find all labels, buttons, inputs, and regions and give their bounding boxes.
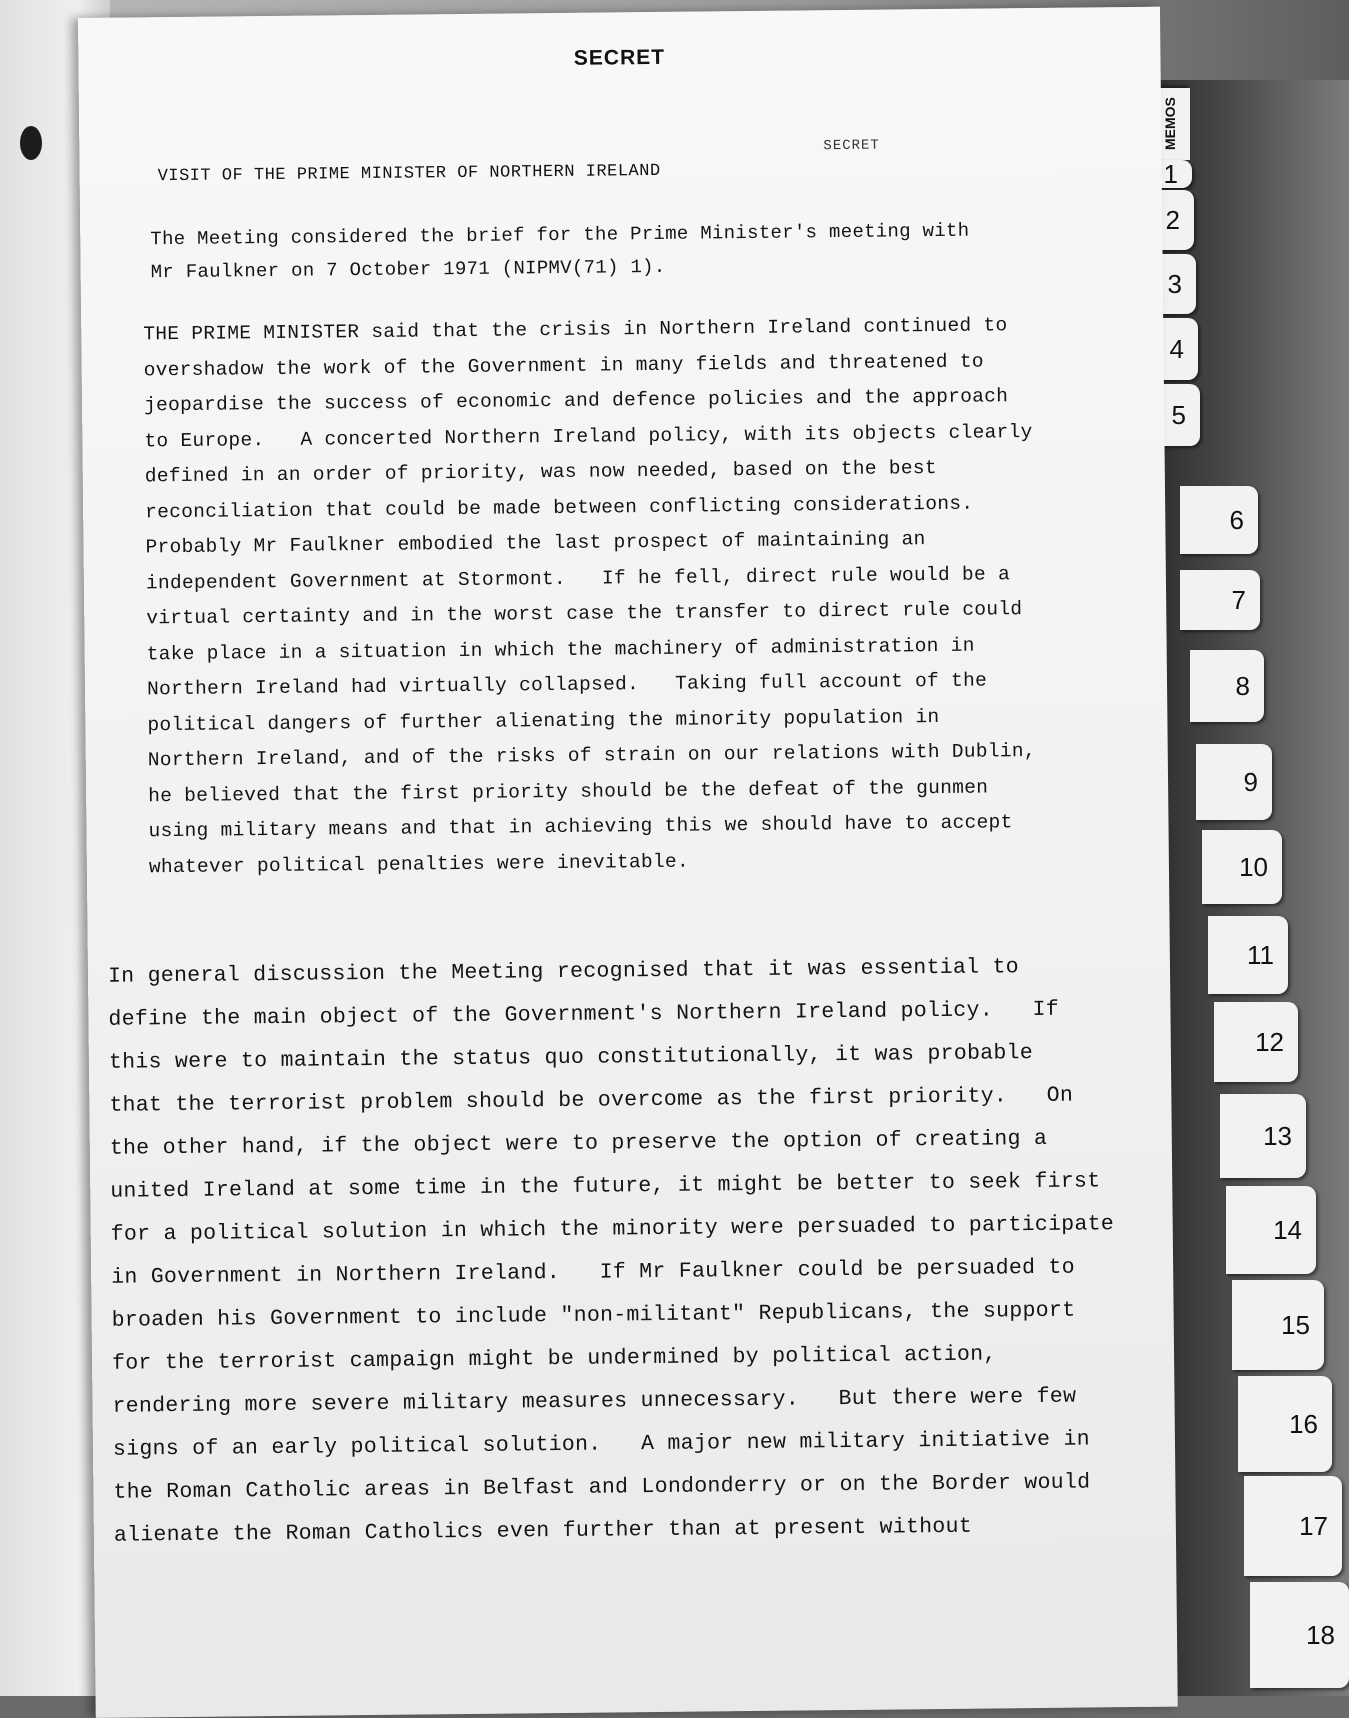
tab-2[interactable]: 2 [1150, 190, 1194, 250]
text-line: In general discussion the Meeting recognised that it was essential to [107, 955, 1020, 989]
tab-6[interactable]: 6 [1180, 486, 1258, 554]
text-line: overshadow the work of the Government in many fields and threatened to [143, 350, 984, 381]
text-line: Probably Mr Faulkner embodied the last prospect of maintaining an [145, 528, 926, 559]
tab-memos[interactable]: MEMOS [1150, 88, 1190, 160]
text-line: this were to maintain the status quo constitutionally, it was probable [108, 1041, 1034, 1075]
text-line: in Government in Northern Ireland. If Mr Faulkner could be persuaded to [111, 1255, 1076, 1290]
text-line: Northern Ireland, and of the risks of strain on our relations with Dublin, [147, 740, 1036, 772]
tab-16[interactable]: 16 [1238, 1376, 1332, 1472]
text-line: to Europe. A concerted Northern Ireland policy, with its objects clearly [144, 420, 1033, 452]
text-line: he believed that the first priority should be the defeat of the gunmen [148, 776, 989, 807]
tab-1[interactable]: 1 [1150, 160, 1192, 188]
text-line: reconciliation that could be made between conflicting considerations. [145, 492, 974, 523]
text-line: political dangers of further alienating the minority population in [147, 705, 940, 736]
text-line: virtual certainty and in the worst case the transfer to direct rule could [146, 598, 1023, 630]
text-line: take place in a situation in which the machinery of administration in [146, 634, 975, 665]
punch-hole [20, 126, 42, 160]
intro-paragraph [150, 215, 970, 290]
text-line: that the terrorist problem should be overcome as the first priority. On [109, 1083, 1074, 1118]
text-line: signs of an early political solution. A major new military initiative in [112, 1427, 1091, 1462]
text-line: for a political solution in which the minority were persuaded to participate [110, 1212, 1115, 1247]
text-line: defined in an order of priority, was now needed, based on the best [144, 457, 937, 488]
text-line: rendering more severe military measures unnecessary. But there were few [112, 1384, 1077, 1419]
tab-17[interactable]: 17 [1244, 1476, 1342, 1576]
text-line: The Meeting considered the brief for the Prime Minister's meeting with [150, 219, 970, 251]
tab-12[interactable]: 12 [1214, 1002, 1298, 1082]
text-line: united Ireland at some time in the future, it might be better to seek first [110, 1169, 1101, 1204]
document-title: VISIT OF THE PRIME MINISTER OF NORTHERN IRELAND [157, 161, 661, 187]
tab-11[interactable]: 11 [1208, 916, 1288, 994]
prime-minister-paragraph [143, 308, 1037, 885]
document-page [78, 7, 1178, 1718]
classification-header: SECRET [573, 45, 666, 70]
tab-7[interactable]: 7 [1180, 570, 1260, 630]
tab-10[interactable]: 10 [1202, 830, 1282, 904]
text-line: THE PRIME MINISTER said that the crisis in Northern Ireland continued to [143, 314, 1008, 346]
tab-18[interactable]: 18 [1250, 1582, 1349, 1688]
text-line: alienate the Roman Catholics even further than at present without [113, 1514, 973, 1548]
tab-3[interactable]: 3 [1150, 254, 1196, 314]
discussion-paragraph [108, 945, 1118, 1557]
text-line: whatever political penalties were inevitable. [148, 850, 690, 878]
tab-14[interactable]: 14 [1226, 1186, 1316, 1274]
tab-13[interactable]: 13 [1220, 1094, 1306, 1178]
tab-8[interactable]: 8 [1190, 650, 1264, 722]
tab-15[interactable]: 15 [1232, 1280, 1324, 1370]
text-line: using military means and that in achieving this we should have to accept [148, 811, 1013, 843]
tab-5[interactable]: 5 [1150, 384, 1200, 446]
tab-4[interactable]: 4 [1150, 318, 1198, 380]
text-line: Mr Faulkner on 7 October 1971 (NIPMV(71) 1). [150, 255, 666, 284]
text-line: the other hand, if the object were to preserve the option of creating a [109, 1126, 1048, 1161]
text-line: define the main object of the Government's Northern Ireland policy. If [108, 997, 1060, 1032]
text-line: independent Government at Stormont. If he fell, direct rule would be a [145, 562, 1011, 594]
text-line: Northern Ireland had virtually collapsed. Taking full account of the [146, 669, 988, 701]
text-line: broaden his Government to include "non-militant" Republicans, the support [111, 1298, 1076, 1333]
text-line: jeopardise the success of economic and defence policies and the approach [143, 385, 1009, 417]
tab-9[interactable]: 9 [1196, 744, 1272, 820]
text-line: for the terrorist campaign might be undermined by political action, [111, 1342, 997, 1376]
classification-stamp: SECRET [823, 137, 880, 155]
text-line: the Roman Catholic areas in Belfast and Londonderry or on the Border would [113, 1470, 1091, 1505]
